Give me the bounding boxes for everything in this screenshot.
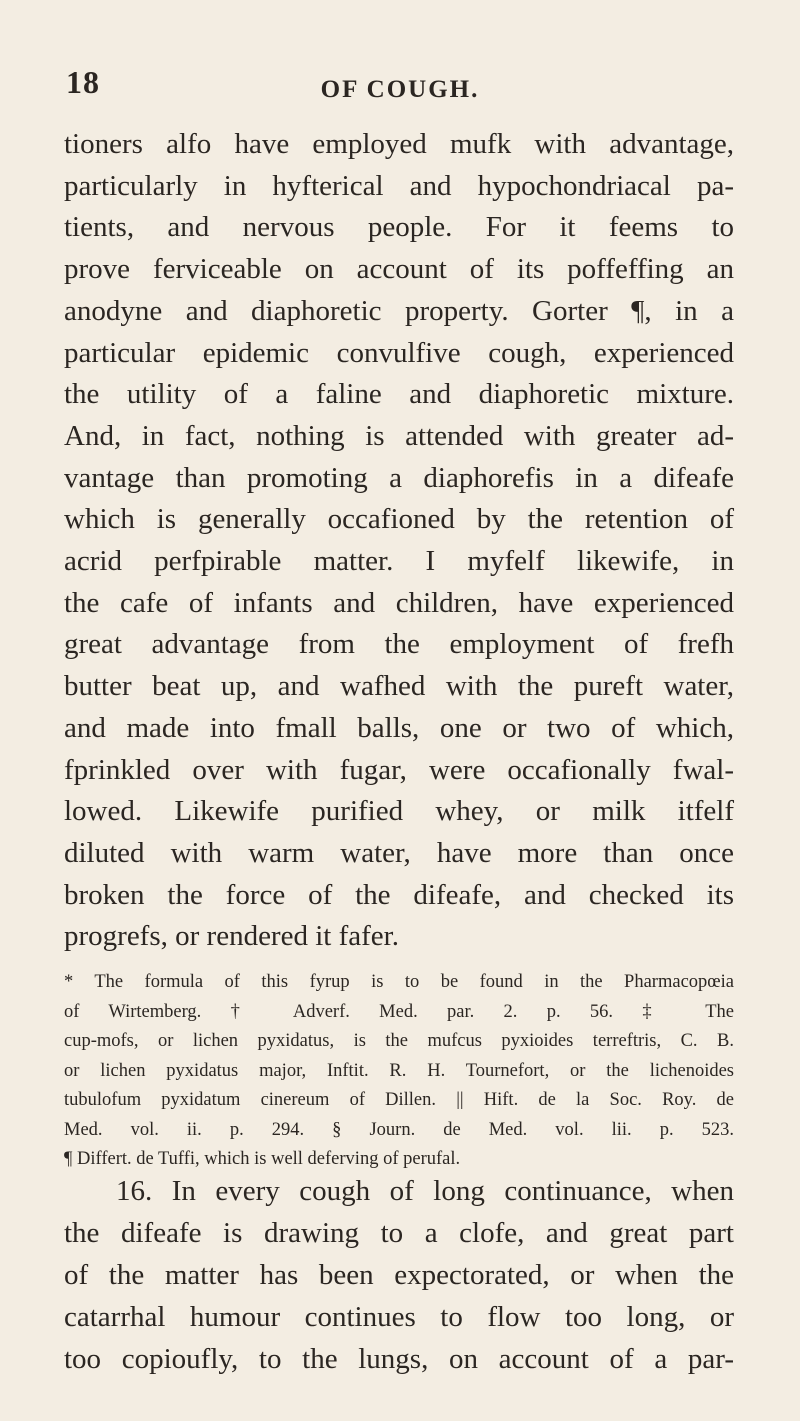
page-header [0, 64, 800, 114]
footnotes [64, 968, 734, 1175]
footnote-line: ¶ Differt. de Tuffi, which is well deferving of perufal. [64, 1149, 461, 1169]
running-head: OF COUGH. [320, 76, 480, 103]
text-line: particular epidemic convulfive cough, experienced [64, 336, 734, 369]
paragraph-16 [64, 1170, 734, 1380]
text-line: great advantage from the employment of frefh [64, 628, 734, 661]
text-line: vantage than promoting a diaphorefis in a difeafe [64, 461, 734, 494]
text-line: which is generally occafioned by the retention of [64, 503, 734, 536]
text-line: prove ferviceable on account of its poffeffing an [64, 253, 734, 286]
text-line: the utility of a faline and diaphoretic mixture. [64, 378, 734, 411]
text-line: anodyne and diaphoretic property. Gorter ¶, in a [64, 294, 734, 327]
text-line: butter beat up, and wafhed with the pureft water, [64, 670, 734, 703]
text-line: diluted with warm water, have more than once [64, 836, 734, 869]
text-line: and made into fmall balls, one or two of which, [64, 711, 734, 744]
text-line: fprinkled over with fugar, were occafionally fwal- [64, 753, 734, 786]
footnote-line: cup-mofs, or lichen pyxidatus, is the mufcus pyxioides terreftris, C. B. [64, 1031, 734, 1051]
text-line: tients, and nervous people. For it feems to [64, 211, 734, 244]
text-line: progrefs, or rendered it fafer. [64, 920, 399, 953]
text-line: And, in fact, nothing is attended with greater ad- [64, 419, 734, 452]
text-line: too copioufly, to the lungs, on account of a par- [64, 1343, 734, 1375]
text-line: tioners alfo have employed mufk with advantage, [64, 128, 734, 160]
text-line: particularly in hyfterical and hypochondriacal pa- [64, 169, 734, 202]
paragraph-continuation [64, 124, 734, 958]
text-line: acrid perfpirable matter. I myfelf likewife, in [64, 545, 734, 578]
text-line: the cafe of infants and children, have experienced [64, 586, 734, 619]
footnote-line: tubulofum pyxidatum cinereum of Dillen. || Hift. de la Soc. Roy. de [64, 1090, 734, 1110]
text-line: of the matter has been expectorated, or when the [64, 1259, 734, 1291]
footnote-line: or lichen pyxidatus major, Inftit. R. H. Tournefort, or the lichenoides [64, 1060, 734, 1081]
text-line: the difeafe is drawing to a clofe, and great part [64, 1217, 734, 1249]
footnote-line: of Wirtemberg. † Adverf. Med. par. 2. p. 56. ‡ The [64, 1001, 734, 1022]
text-line: 16. In every cough of long continuance, when [116, 1175, 734, 1207]
footnote-line: * The formula of this fyrup is to be found in the Pharmacopœia [64, 972, 734, 992]
text-line: catarrhal humour continues to flow too long, or [64, 1301, 734, 1333]
footnote-line: Med. vol. ii. p. 294. § Journ. de Med. vol. lii. p. 523. [64, 1119, 734, 1140]
page-number: 18 [66, 64, 100, 100]
text-line: broken the force of the difeafe, and checked its [64, 878, 734, 911]
text-line: lowed. Likewife purified whey, or milk itfelf [64, 795, 734, 828]
